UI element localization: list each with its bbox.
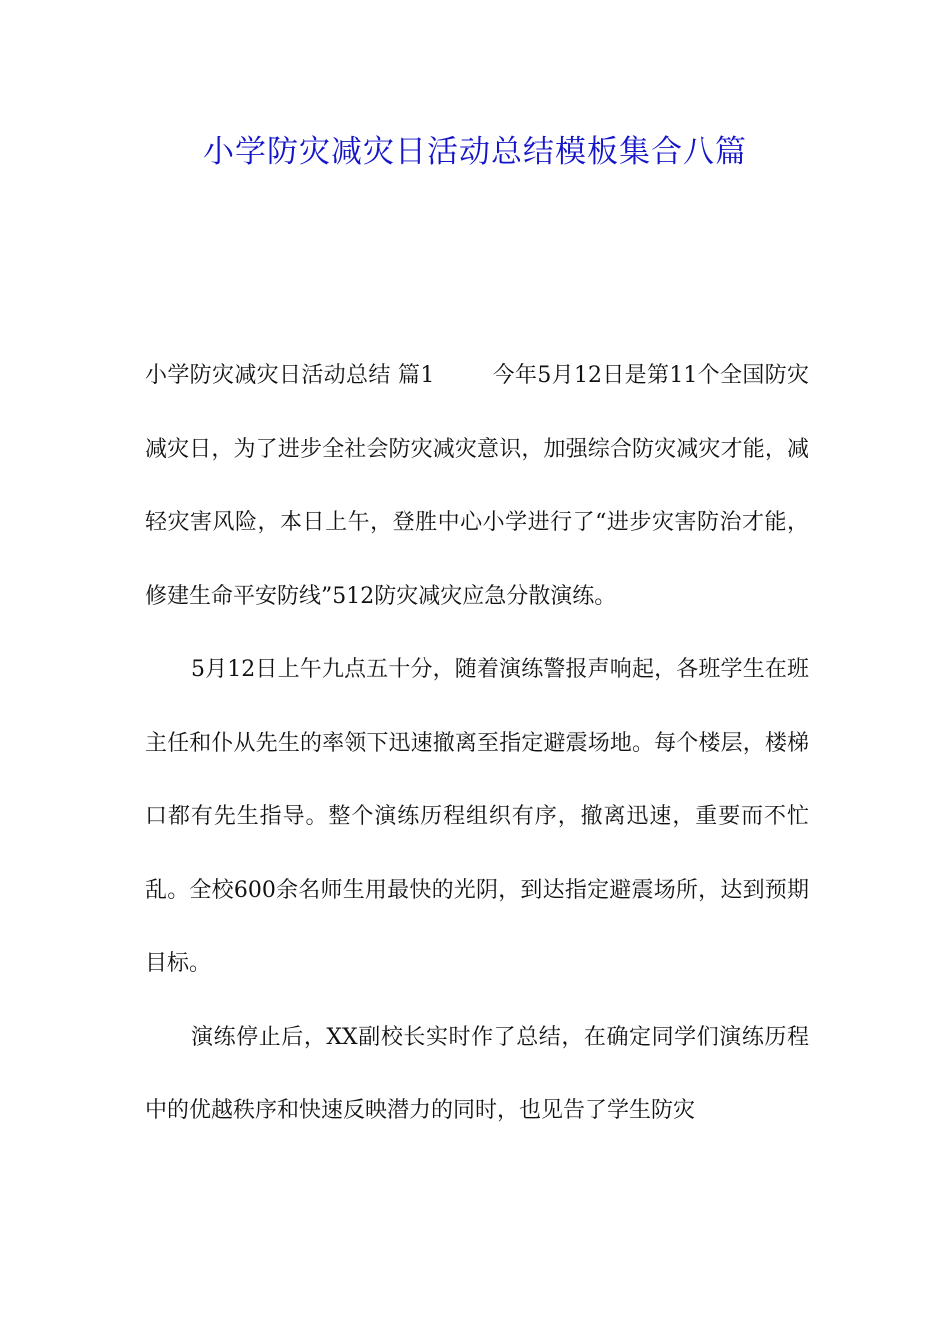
paragraph-text: 今年5月12日是第11个全国防灾减灾日，为了进步全社会防灾减灾意识，加强综合防灾减灾才能，减轻灾害风险，本日上午，登胜中心小学进行了“进步灾害防治才能，修建生命平安防线”512防灾减灾应急分散演练。 <box>145 363 809 609</box>
document-body <box>145 339 809 1148</box>
section-heading: 小学防灾减灾日活动总结 篇1 <box>145 363 435 388</box>
document-title: 小学防灾减灾日活动总结模板集合八篇 <box>203 134 747 170</box>
paragraph-2: 5月12日上午九点五十分，随着演练警报声响起，各班学生在班主任和仆从先生的率领下迅速撤离至指定避震场地。每个楼层，楼梯口都有先生指导。整个演练历程组织有序，撤离迅速，重要而不忙乱。全校600余名师生用最快的光阴，到达指定避震场所，达到预期目标。 <box>145 657 809 976</box>
paragraph-1 <box>145 339 809 633</box>
paragraph-3: 演练停止后，XX副校长实时作了总结，在确定同学们演练历程中的优越秩序和快速反映潜力的同时，也见告了学生防灾 <box>145 1024 809 1123</box>
